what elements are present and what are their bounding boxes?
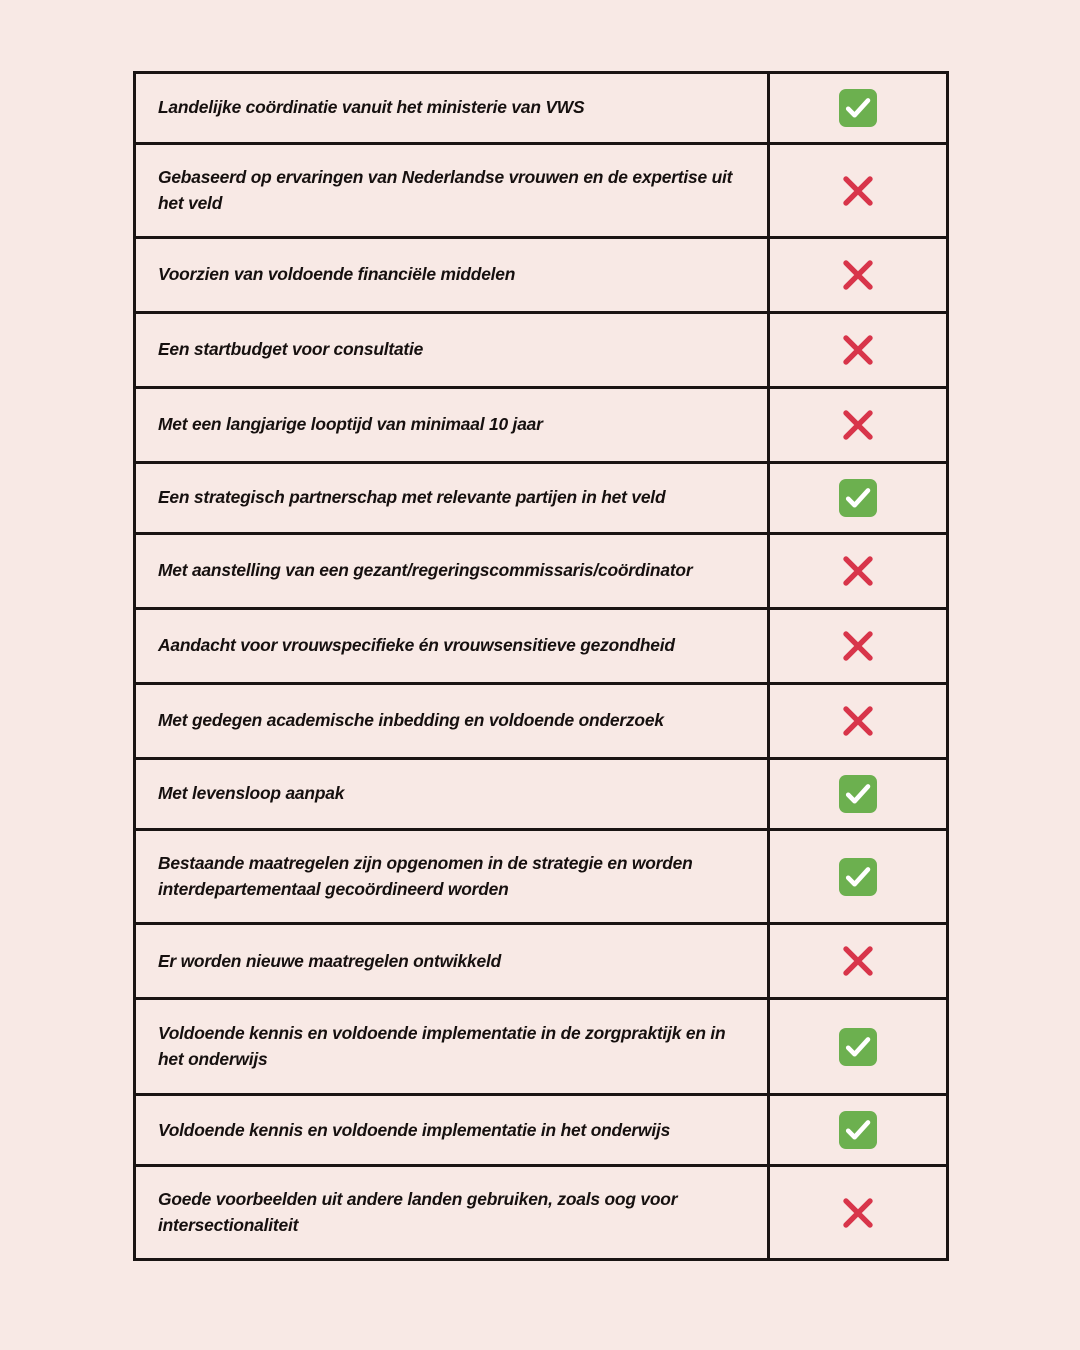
status-cell xyxy=(769,1095,948,1166)
criterion-text: Goede voorbeelden uit andere landen gebruiken, zoals oog voor intersectionaliteit xyxy=(135,1166,769,1260)
cross-mark-icon xyxy=(836,699,880,743)
status-cell xyxy=(769,238,948,313)
table-row xyxy=(135,830,948,924)
check-mark-icon xyxy=(839,1028,877,1066)
check-mark-icon xyxy=(839,858,877,896)
cross-mark-icon xyxy=(836,624,880,668)
cross-mark-icon xyxy=(836,939,880,983)
criterion-text: Met gedegen academische inbedding en voldoende onderzoek xyxy=(135,684,769,759)
table-row xyxy=(135,609,948,684)
cross-mark-icon xyxy=(836,1191,880,1235)
status-cell xyxy=(769,313,948,388)
status-cell xyxy=(769,534,948,609)
criterion-text: Voldoende kennis en voldoende implementatie in de zorgpraktijk en in het onderwijs xyxy=(135,999,769,1095)
table-row xyxy=(135,313,948,388)
status-cell xyxy=(769,684,948,759)
criterion-text: Er worden nieuwe maatregelen ontwikkeld xyxy=(135,924,769,999)
table-row xyxy=(135,144,948,238)
criterion-text: Gebaseerd op ervaringen van Nederlandse vrouwen en de expertise uit het veld xyxy=(135,144,769,238)
cross-mark-icon xyxy=(836,169,880,213)
criteria-table xyxy=(133,71,949,1261)
cross-mark-icon xyxy=(836,403,880,447)
criterion-text: Voldoende kennis en voldoende implementatie in het onderwijs xyxy=(135,1095,769,1166)
table-row xyxy=(135,238,948,313)
table-row xyxy=(135,1166,948,1260)
cross-mark-icon xyxy=(836,328,880,372)
status-cell xyxy=(769,73,948,144)
status-cell xyxy=(769,1166,948,1260)
table-row xyxy=(135,759,948,830)
table-row xyxy=(135,684,948,759)
criterion-text: Voorzien van voldoende financiële middelen xyxy=(135,238,769,313)
criterion-text: Een startbudget voor consultatie xyxy=(135,313,769,388)
criterion-text: Bestaande maatregelen zijn opgenomen in de strategie en worden interdepartementaal gecoördineerd worden xyxy=(135,830,769,924)
status-cell xyxy=(769,759,948,830)
criterion-text: Een strategisch partnerschap met relevante partijen in het veld xyxy=(135,463,769,534)
status-cell xyxy=(769,609,948,684)
table-row xyxy=(135,388,948,463)
table-row xyxy=(135,463,948,534)
criteria-table-body xyxy=(135,73,948,1260)
criterion-text: Met aanstelling van een gezant/regeringscommissaris/coördinator xyxy=(135,534,769,609)
criterion-text: Aandacht voor vrouwspecifieke én vrouwsensitieve gezondheid xyxy=(135,609,769,684)
check-mark-icon xyxy=(839,89,877,127)
criterion-text: Met een langjarige looptijd van minimaal 10 jaar xyxy=(135,388,769,463)
status-cell xyxy=(769,144,948,238)
status-cell xyxy=(769,999,948,1095)
criterion-text: Met levensloop aanpak xyxy=(135,759,769,830)
cross-mark-icon xyxy=(836,253,880,297)
table-row xyxy=(135,1095,948,1166)
check-mark-icon xyxy=(839,479,877,517)
cross-mark-icon xyxy=(836,549,880,593)
status-cell xyxy=(769,830,948,924)
status-cell xyxy=(769,924,948,999)
table-row xyxy=(135,924,948,999)
criterion-text: Landelijke coördinatie vanuit het ministerie van VWS xyxy=(135,73,769,144)
status-cell xyxy=(769,463,948,534)
table-row xyxy=(135,73,948,144)
criteria-table-wrapper xyxy=(133,71,946,1261)
check-mark-icon xyxy=(839,1111,877,1149)
check-mark-icon xyxy=(839,775,877,813)
table-row xyxy=(135,999,948,1095)
table-row xyxy=(135,534,948,609)
status-cell xyxy=(769,388,948,463)
